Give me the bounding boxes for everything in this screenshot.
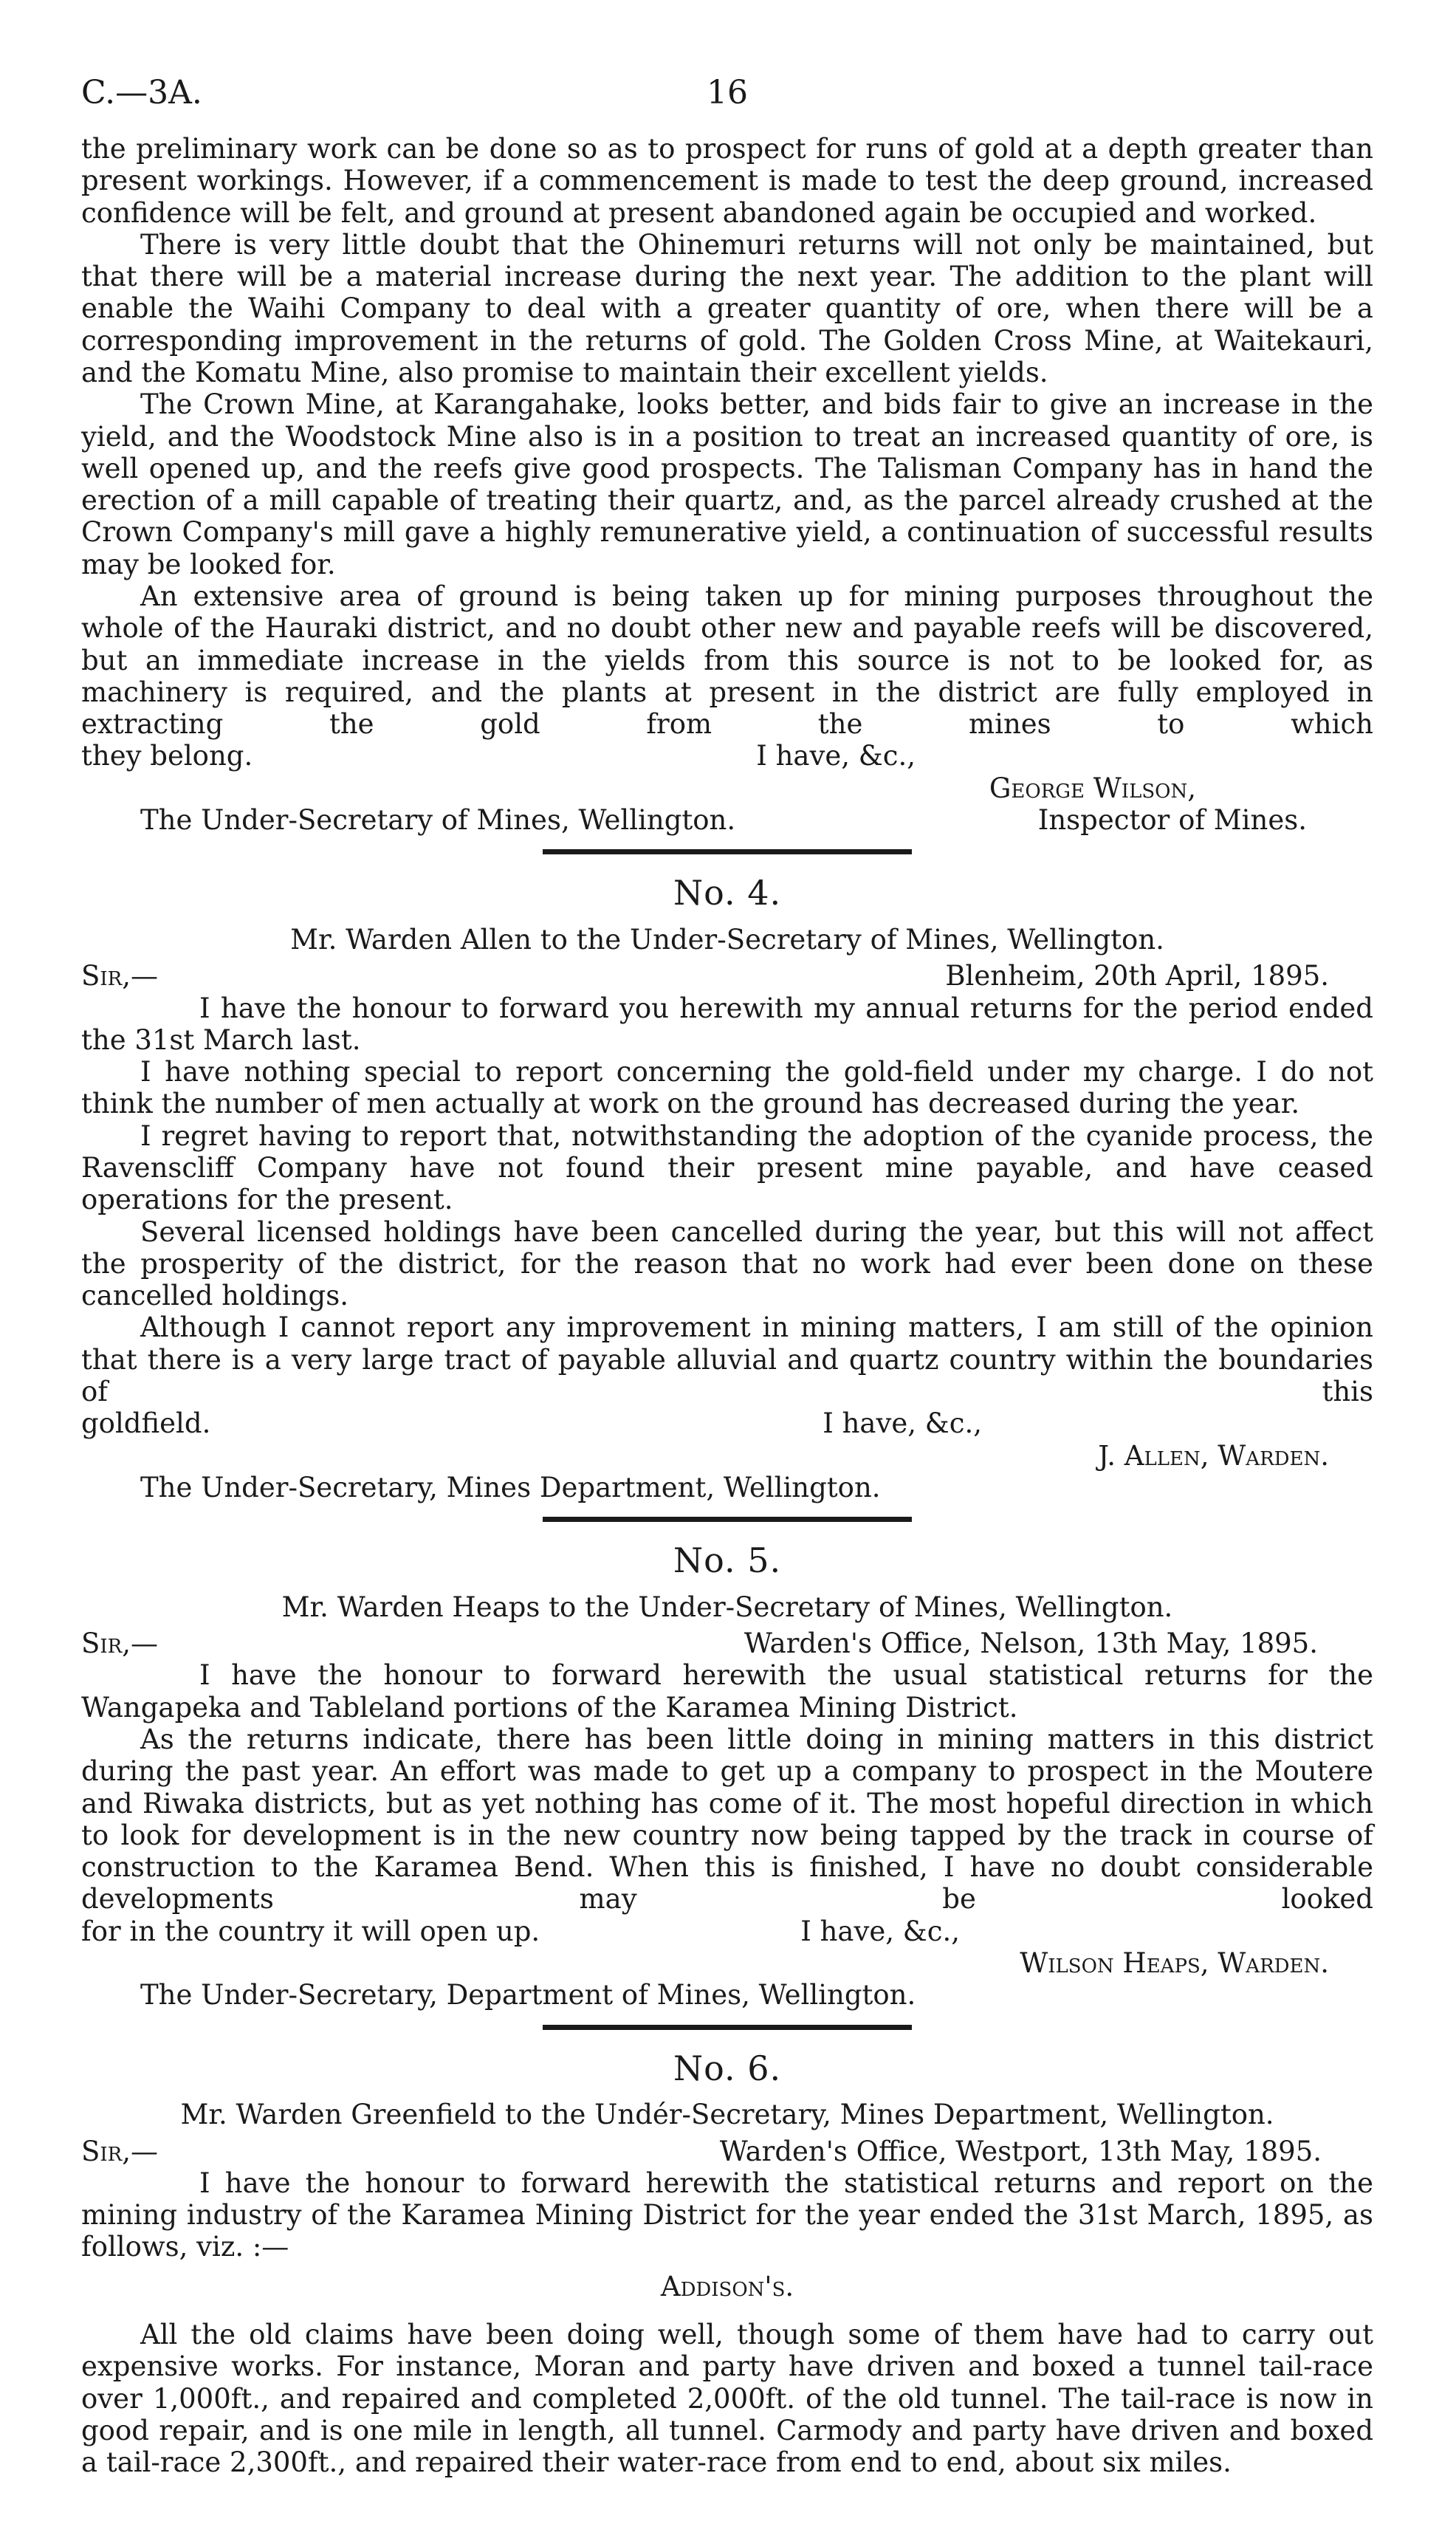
paragraph: I regret having to report that, notwithstanding the adoption of the cyanide process, the Ravenscliff Company have not found their present mine payable, and have ceased operations for the present. xyxy=(81,1119,1373,1216)
letter-number: No. 5. xyxy=(673,1540,782,1581)
salutation: Sir,— xyxy=(81,1628,158,1660)
paragraph: I have the honour to forward you herewith my annual returns for the period ended the 31st March last. xyxy=(81,992,1373,1056)
salutation: Sir,— xyxy=(81,960,158,992)
letter-no-4 xyxy=(81,874,1373,1503)
addressee: The Under-Secretary of Mines, Wellington. xyxy=(140,803,736,836)
paragraph: I have the honour to forward herewith the statistical returns and report on the mining industry of the Karamea Mining District for the year ended the 31st March, 1895, as follows, viz. :— xyxy=(81,2167,1373,2263)
document-reference: C.—3A. xyxy=(81,74,202,112)
place-date: Warden's Office, Nelson, 13th May, 1895. xyxy=(744,1628,1318,1660)
signature: George Wilson, xyxy=(989,772,1196,804)
paragraph: Although I cannot report any improvement in mining matters, I am still of the opinion that there is a very large tract of payable alluvial and quartz country within the boundaries of this xyxy=(81,1311,1373,1407)
signature: J. Allen, Warden. xyxy=(1098,1439,1329,1472)
closing-row xyxy=(81,1915,1373,1947)
closing: I have, &c., xyxy=(823,1407,982,1440)
paragraph: I have nothing special to report concerning the gold-field under my charge. I do not think the number of men actually at work on the ground has decreased during the year. xyxy=(81,1056,1373,1120)
place-date: Warden's Office, Westport, 13th May, 1895. xyxy=(719,2135,1322,2167)
paragraph: the preliminary work can be done so as to prospect for runs of gold at a depth greater than present workings. However, if a commencement is made to test the deep ground, increased confidence will be felt, and ground at present abandoned again be occupied and worked. xyxy=(81,133,1373,229)
addressee-row xyxy=(81,804,1373,836)
document-page xyxy=(81,74,1373,2478)
letter-title: Mr. Warden Greenfield to the Undér-Secretary, Mines Department, Wellington. xyxy=(180,2099,1274,2131)
paragraph: An extensive area of ground is being taken up for mining purposes throughout the whole of the Hauraki district, and no doubt other new and payable reefs will be discovered, but an immediate increase in the yields from this source is not to be looked for, as machinery is required, and the plants at present in the district are fully employed in extracting the gold from the mines to which xyxy=(81,580,1373,741)
intro-report xyxy=(81,133,1373,836)
addressee: The Under-Secretary, Mines Department, Wellington. xyxy=(140,1471,881,1503)
paragraph: As the returns indicate, there has been little doing in mining matters in this district during the past year. An effort was made to get up a company to prospect in the Moutere and Riwaka districts, but as yet nothing has come of it. The most hopeful direction in which to look for development is in the new country now being tapped by the track in course of construction to the Karamea Bend. When this is finished, I have no doubt considerable developments may be looked xyxy=(81,1724,1373,1915)
paragraph: Several licensed holdings have been cancelled during the year, but this will not affect the prosperity of the district, for the reason that no work had ever been done on these cancelled holdings. xyxy=(81,1215,1373,1312)
closing: I have, &c., xyxy=(756,740,916,772)
closing: I have, &c., xyxy=(800,1915,960,1947)
page-number: 16 xyxy=(707,74,748,112)
paragraph: There is very little doubt that the Ohinemuri returns will not only be maintained, but that there will be a material increase during the next year. The addition to the plant will enable the Waihi Company to deal with a greater quantity of ore, when there will be a corresponding improvement in the returns of gold. The Golden Cross Mine, at Waitekauri, and the Komatu Mine, also promise to maintain their excellent yields. xyxy=(81,228,1373,388)
letter-no-6 xyxy=(81,2049,1373,2479)
paragraph: All the old claims have been doing well, though some of them have had to carry out expensive works. For instance, Moran and party have driven and boxed a tunnel tail-race over 1,000ft., and repaired and completed 2,000ft. of the old tunnel. The tail-race is now in good repair, and is one mile in length, all tunnel. Carmody and party have driven and boxed a tail-race 2,300ft., and repaired their water-race from end to end, about six miles. xyxy=(81,2319,1373,2479)
paragraph: The Crown Mine, at Karangahake, looks better, and bids fair to give an increase in the yield, and the Woodstock Mine also is in a position to treat an increased quantity of ore, is well opened up, and the reefs give good prospects. The Talisman Company has in hand the erection of a mill capable of treating their quartz, and, as the parcel already crushed at the Crown Company's mill gave a highly remunerative yield, a continuation of successful results may be looked for. xyxy=(81,388,1373,580)
signature: Wilson Heaps, Warden. xyxy=(1020,1947,1329,1979)
section-subheading: Addison's. xyxy=(660,2270,794,2302)
letter-number: No. 4. xyxy=(673,873,782,913)
section-divider xyxy=(543,2025,912,2030)
salutation-row xyxy=(81,1628,1373,1659)
salutation-row xyxy=(81,960,1373,992)
paragraph-end: they belong. xyxy=(81,740,253,772)
paragraph-end: for in the country it will open up. xyxy=(81,1915,540,1947)
section-divider xyxy=(543,1517,912,1522)
closing-row xyxy=(81,1407,1373,1439)
section-divider xyxy=(543,849,912,854)
letter-no-5 xyxy=(81,1541,1373,2011)
letter-title: Mr. Warden Heaps to the Under-Secretary of Mines, Wellington. xyxy=(281,1591,1173,1623)
salutation-row xyxy=(81,2136,1373,2167)
signatory-role: Inspector of Mines. xyxy=(1037,803,1307,836)
letter-title: Mr. Warden Allen to the Under-Secretary of Mines, Wellington. xyxy=(290,924,1164,956)
page-header xyxy=(81,74,1373,133)
addressee: The Under-Secretary, Department of Mines, Wellington. xyxy=(140,1979,916,2011)
salutation: Sir,— xyxy=(81,2135,158,2167)
paragraph: I have the honour to forward herewith the usual statistical returns for the Wangapeka and Tableland portions of the Karamea Mining District. xyxy=(81,1659,1373,1724)
paragraph-end: goldfield. xyxy=(81,1407,211,1440)
letter-number: No. 6. xyxy=(673,2048,782,2088)
place-date: Blenheim, 20th April, 1895. xyxy=(945,960,1329,992)
closing-row xyxy=(81,740,1373,772)
